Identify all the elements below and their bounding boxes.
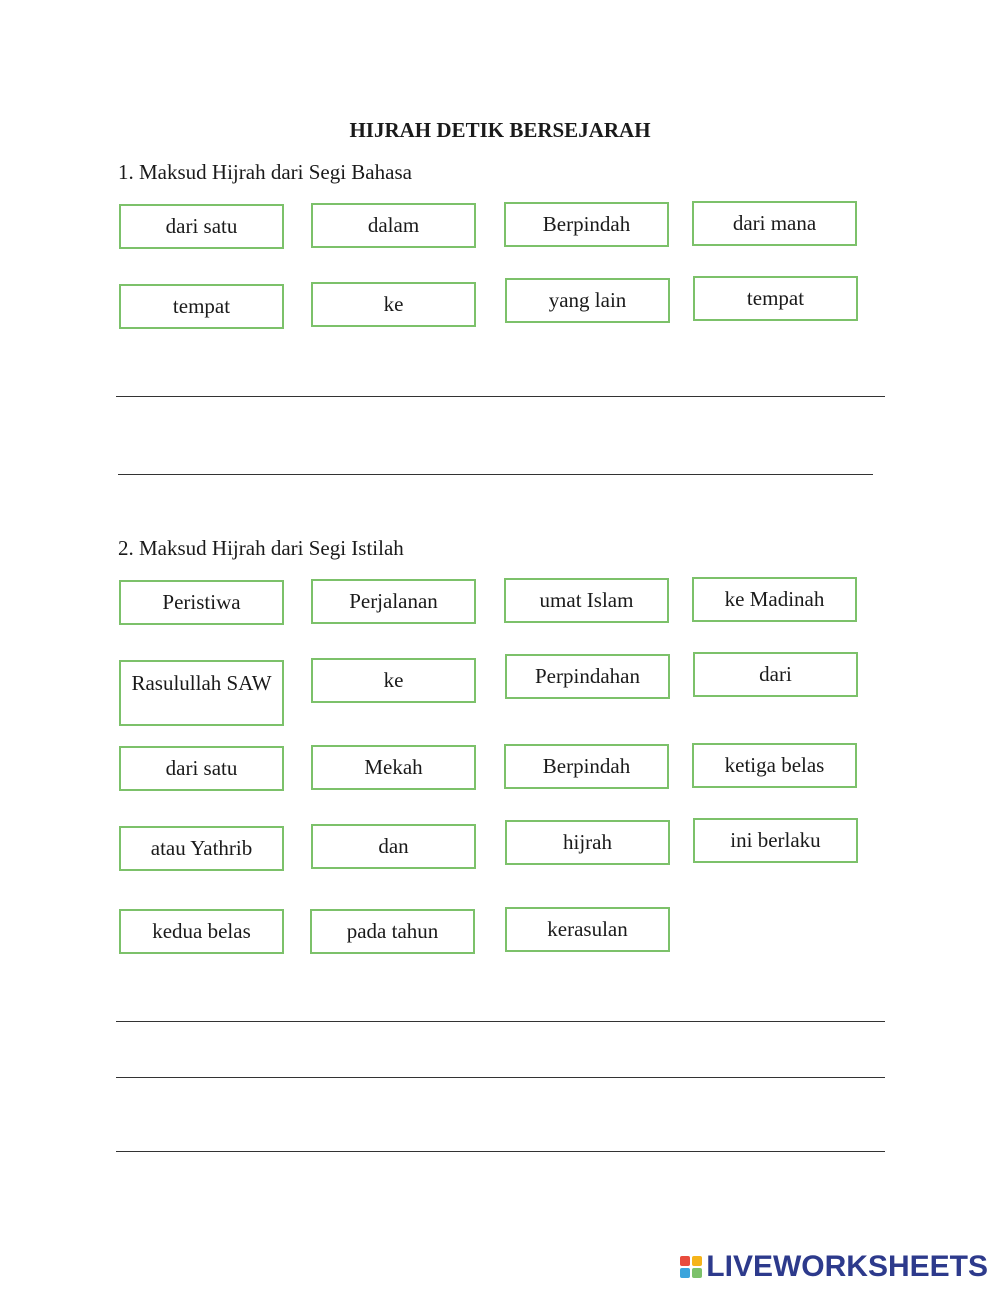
answer-line[interactable] — [118, 474, 873, 475]
word-box[interactable]: dan — [311, 824, 476, 869]
answer-line[interactable] — [116, 1077, 885, 1078]
answer-line[interactable] — [116, 1021, 885, 1022]
word-box[interactable]: pada tahun — [310, 909, 475, 954]
answer-line[interactable] — [116, 396, 885, 397]
page-title: HIJRAH DETIK BERSEJARAH — [349, 118, 651, 142]
word-box[interactable]: umat Islam — [504, 578, 669, 623]
answer-line[interactable] — [116, 1151, 885, 1152]
word-box[interactable]: Berpindah — [504, 202, 669, 247]
word-box[interactable]: ke — [311, 658, 476, 703]
word-box[interactable]: yang lain — [505, 278, 670, 323]
word-box[interactable]: Perpindahan — [505, 654, 670, 699]
word-box[interactable]: tempat — [693, 276, 858, 321]
brand-name: LIVEWORKSHEETS — [706, 1250, 988, 1283]
section2-heading: 2. Maksud Hijrah dari Segi Istilah — [118, 536, 404, 560]
word-box[interactable]: ke — [311, 282, 476, 327]
word-box[interactable]: Perjalanan — [311, 579, 476, 624]
word-box[interactable]: ke Madinah — [692, 577, 857, 622]
section1-heading: 1. Maksud Hijrah dari Segi Bahasa — [118, 160, 412, 184]
word-box[interactable]: Berpindah — [504, 744, 669, 789]
word-box[interactable]: kerasulan — [505, 907, 670, 952]
word-box[interactable]: dalam — [311, 203, 476, 248]
word-box[interactable]: atau Yathrib — [119, 826, 284, 871]
liveworksheets-logo-icon — [680, 1256, 702, 1278]
word-box[interactable]: hijrah — [505, 820, 670, 865]
word-box[interactable]: ini berlaku — [693, 818, 858, 863]
word-box[interactable]: Mekah — [311, 745, 476, 790]
word-box[interactable]: kedua belas — [119, 909, 284, 954]
liveworksheets-logo — [680, 1250, 988, 1284]
word-box[interactable]: tempat — [119, 284, 284, 329]
word-box[interactable]: dari — [693, 652, 858, 697]
word-box[interactable]: dari satu — [119, 746, 284, 791]
word-box[interactable]: Rasulullah SAW — [119, 660, 284, 726]
word-box[interactable]: ketiga belas — [692, 743, 857, 788]
word-box[interactable]: dari satu — [119, 204, 284, 249]
word-box[interactable]: Peristiwa — [119, 580, 284, 625]
word-box[interactable]: dari mana — [692, 201, 857, 246]
